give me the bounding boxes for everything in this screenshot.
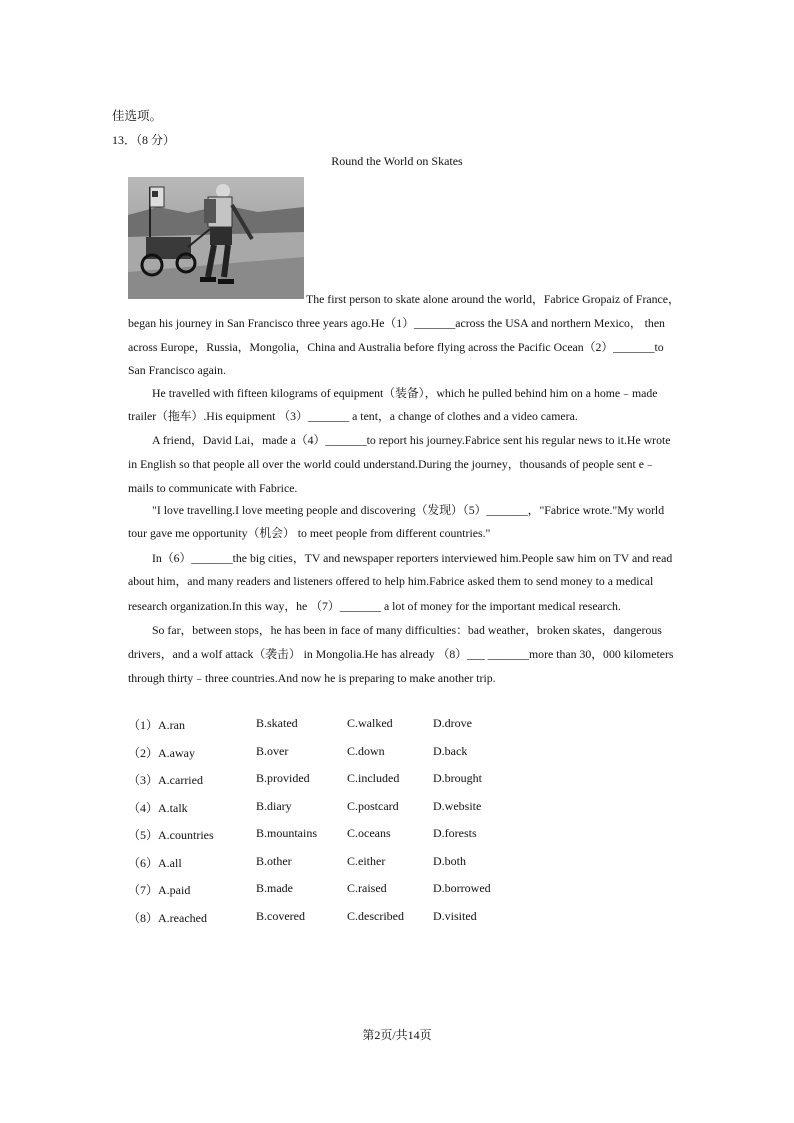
answer-option[interactable]: B.provided [256,771,310,785]
intro-text: 佳选项。 [112,109,163,123]
skater-photo [128,177,304,299]
answer-option[interactable]: B.mountains [256,826,318,840]
answer-option[interactable]: （5）A.countries [128,828,214,842]
answer-option[interactable]: （8）A.reached [128,910,207,925]
answer-option[interactable]: B.made [256,881,293,895]
answer-option[interactable]: C.oceans [347,826,391,840]
page-footer: 第2页/共14页 [362,1028,432,1042]
passage-line: across Europe，Russia，Mongolia，China and Australia before flying across the Pacific Ocean（2）_______to [128,340,664,354]
passage-line: about him，and many readers and listeners offered to help him.Fabrice asked them to send money to a medical [128,574,654,588]
passage-line: through thirty﹣three countries.And now he is preparing to make another trip. [128,671,496,685]
answer-option[interactable]: B.over [256,743,289,758]
passage-line: San Francisco again. [128,363,226,377]
answer-option[interactable]: D.drove [433,716,472,730]
passage-line: So far，between stops，he has been in face of many difficulties：bad weather，broken skates，dangerous [152,623,662,637]
answer-option[interactable]: B.skated [256,716,298,730]
answer-option[interactable]: （7）A.paid [128,883,191,897]
answer-option[interactable]: C.down [347,743,385,758]
answer-option[interactable]: （2）A.away [128,745,195,760]
passage-line: mails to communicate with Fabrice. [128,481,298,495]
answer-option[interactable]: D.brought [433,771,482,785]
answer-option[interactable]: D.visited [433,908,477,923]
passage-line: In（6）_______the big cities，TV and newspaper reporters interviewed him.People saw him on TV and read [152,551,673,565]
passage-line: drivers，and a wolf attack（袭击） in Mongolia.He has already （8）___ _______more than 30，000 kilometers [128,647,674,661]
passage-title: Round the World on Skates [331,154,463,168]
passage-line: research organization.In this way，he （7）_______ a lot of money for the important medical research. [128,599,621,613]
answer-option[interactable]: D.back [433,743,468,758]
answer-option[interactable]: B.diary [256,798,292,813]
answer-option[interactable]: C.walked [347,716,393,730]
answer-option[interactable]: C.either [347,853,386,868]
answer-option[interactable]: （4）A.talk [128,800,188,815]
answer-option[interactable]: C.included [347,771,400,785]
answer-option[interactable]: D.forests [433,826,477,840]
passage-line: tour gave me opportunity（机会） to meet people from different countries." [128,526,491,540]
answer-option[interactable]: C.postcard [347,798,399,813]
passage-line: The first person to skate alone around the world，Fabrice Gropaiz of France， [306,292,680,306]
answer-option[interactable]: C.described [347,908,404,923]
answer-option[interactable]: D.both [433,853,466,868]
passage-line: in English so that people all over the world could understand.During the journey，thousands of people sent e﹣ [128,457,656,471]
answer-option[interactable]: C.raised [347,881,387,895]
answer-option[interactable]: B.covered [256,908,305,923]
passage-line: began his journey in San Francisco three years ago.He（1）_______across the USA and northern Mexico， then [128,316,665,330]
answer-option[interactable]: （6）A.all [128,855,182,870]
answer-option[interactable]: D.borrowed [433,881,491,895]
answer-option[interactable]: （1）A.ran [128,718,185,732]
answer-option[interactable]: （3）A.carried [128,773,203,787]
answer-option[interactable]: B.other [256,853,292,868]
question-number: 13．（8 分） [112,133,176,147]
answer-option[interactable]: D.website [433,798,482,813]
passage-line: "I love travelling.I love meeting people and discovering（发现）（5）_______，"Fabrice wrote."My world [152,503,665,517]
passage-line: He travelled with fifteen kilograms of equipment（装备），which he pulled behind him on a home﹣made [152,386,658,400]
passage-line: trailer（拖车）.His equipment （3）_______ a tent，a change of clothes and a video camera. [128,409,578,423]
passage-line: A friend，David Lai，made a（4）_______to report his journey.Fabrice sent his regular news to it.He wrote [152,433,671,447]
